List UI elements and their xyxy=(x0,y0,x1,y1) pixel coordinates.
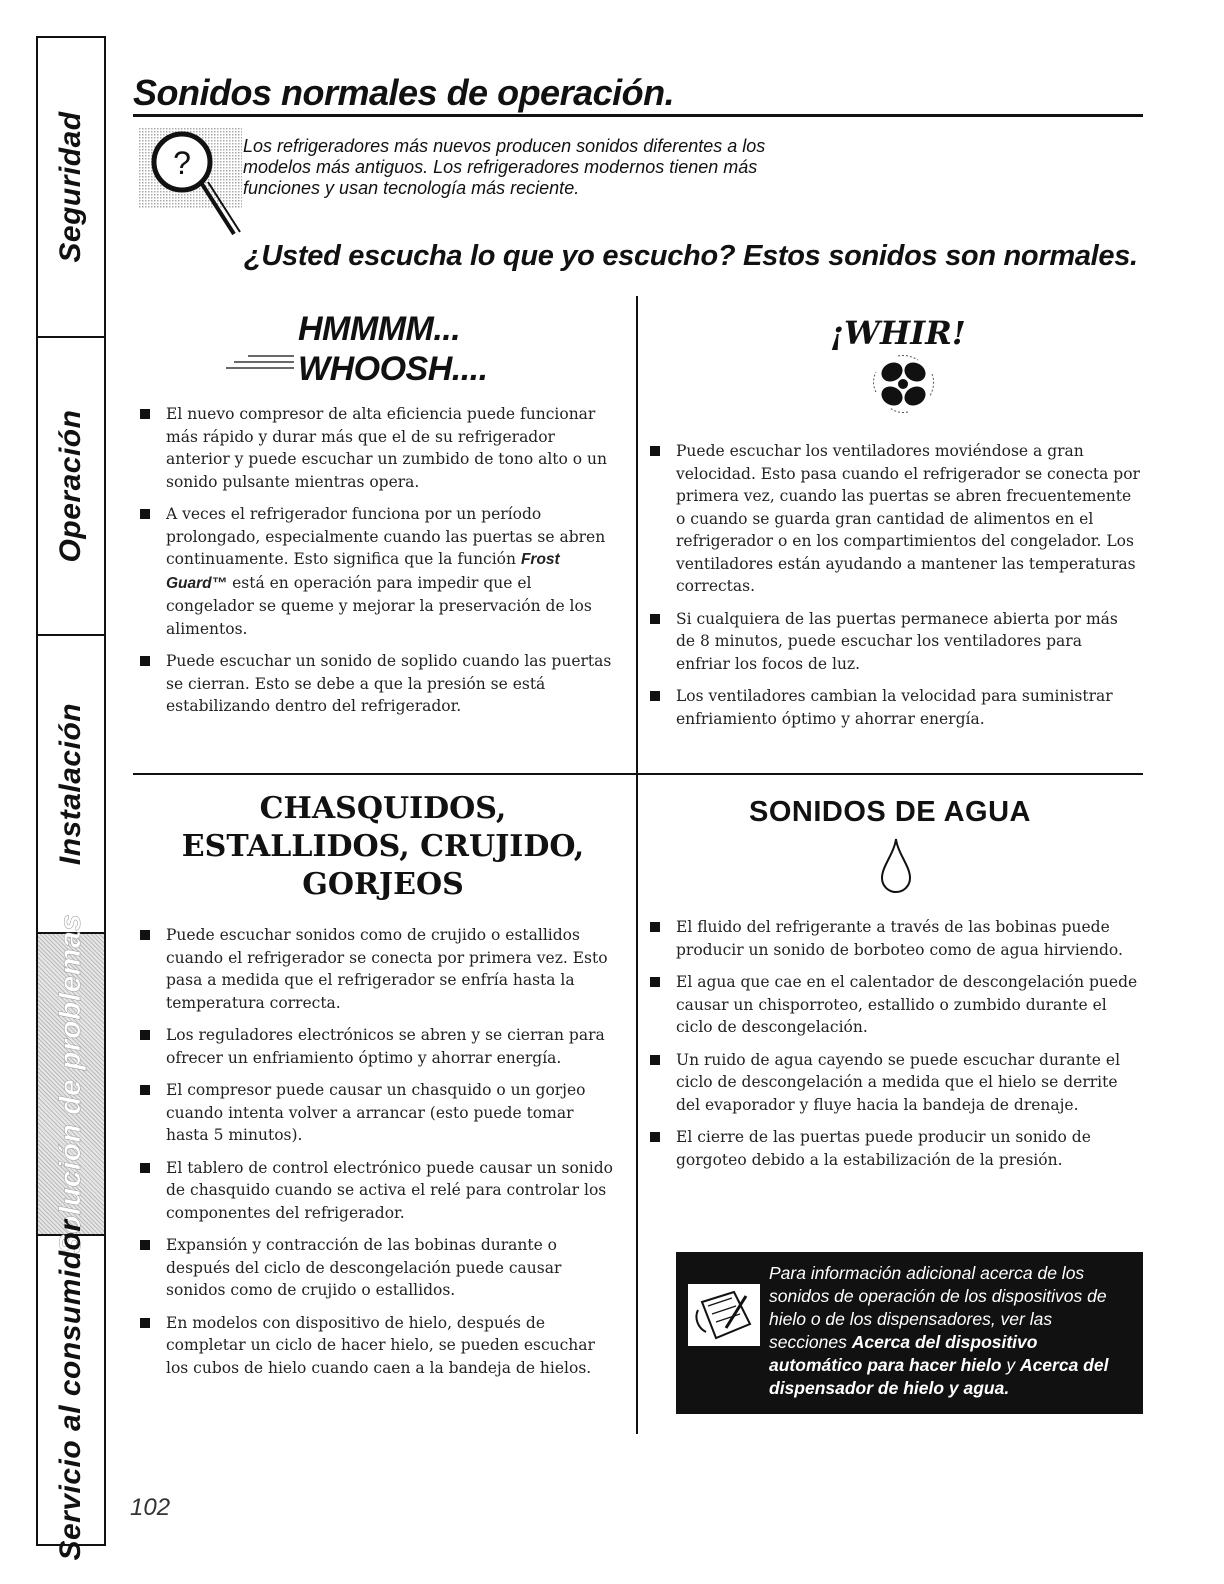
magnifier-question-icon xyxy=(136,128,246,238)
list-item: El cierre de las puertas puede producir un sonido de gorgoteo debido a la estabilización de la presión. xyxy=(650,1126,1140,1171)
tab-operacion[interactable] xyxy=(38,338,104,636)
list-item: Un ruido de agua cayendo se puede escuchar durante el ciclo de descongelación a medida que el hielo se derrite del evaporador y fluye hacia la bandeja de drenaje. xyxy=(650,1049,1140,1117)
tab-solucion-de-problemas[interactable] xyxy=(38,913,104,1255)
whoosh-lines-icon xyxy=(226,352,296,374)
notepad-icon xyxy=(688,1284,760,1346)
list-item: El fluido del refrigerante a través de las bobinas puede producir un sonido de borboteo como de agua hirviendo. xyxy=(650,916,1140,961)
list-agua xyxy=(650,916,1140,1181)
tab-instalacion[interactable] xyxy=(38,636,104,934)
heading-chasquidos xyxy=(133,790,633,904)
page-number: 102 xyxy=(130,1494,171,1521)
list-item xyxy=(140,503,620,640)
side-tabs xyxy=(36,36,106,1561)
frost-guard-term: Frost Guard™ xyxy=(166,551,560,592)
heading-whir: ¡WHIR! xyxy=(830,314,966,352)
column-divider-top xyxy=(636,296,638,774)
tab-label: Operación xyxy=(54,409,87,563)
list-item: Expansión y contracción de las bobinas durante o después del ciclo de descongelación puede causar sonidos como de crujido o estallidos. xyxy=(140,1234,620,1302)
list-item: Los reguladores electrónicos se abren y se cierran para ofrecer un enfriamiento óptimo y ahorrar energía. xyxy=(140,1024,620,1069)
info-link-icemaker[interactable]: Acerca del dispositivo automático para hacer hielo xyxy=(769,1332,1038,1375)
list-item: Los ventiladores cambian la velocidad para suministrar enfriamiento óptimo y ahorrar energía. xyxy=(650,685,1140,730)
info-text xyxy=(769,1262,1134,1400)
list-item: Puede escuchar los ventiladores moviéndose a gran velocidad. Esto pasa cuando el refrigerador se conecta por primera vez, cuando las puertas se abren frecuentemente o cuando se guarda gran cantidad de alimentos en el refrigerador o en los compartimientos del congelador. Los ventiladores están ayudando a mantener las temperaturas correctas. xyxy=(650,440,1140,598)
info-connector: y xyxy=(1006,1355,1016,1375)
heading-whoosh: WHOOSH.... xyxy=(298,350,488,388)
list-item: El compresor puede causar un chasquido o un gorjeo cuando intenta volver a arrancar (esto puede tomar hasta 5 minutos). xyxy=(140,1079,620,1147)
column-divider-bottom xyxy=(636,774,638,1434)
heading-line: GORJEOS xyxy=(302,867,464,902)
subheading: ¿Usted escucha lo que yo escucho? Estos sonidos son normales. xyxy=(244,240,1138,272)
intro-text: Los refrigeradores más nuevos producen sonidos diferentes a los modelos más antiguos. Los refrigeradores modernos tienen más funciones y usan tecnología más reciente. xyxy=(243,136,766,198)
section-divider xyxy=(133,773,1143,775)
list-item: En modelos con dispositivo de hielo, después de completar un ciclo de hacer hielo, se pueden escuchar los cubos de hielo cuando caen a la bandeja de hielos. xyxy=(140,1312,620,1380)
svg-text:?: ? xyxy=(173,145,191,181)
water-drop-icon xyxy=(876,836,916,894)
title-rule xyxy=(133,114,1143,117)
info-text-plain: Para información adicional acerca de los sonidos de operación de los dispositivos de hielo o de los dispensadores, ver las secciones xyxy=(769,1263,1107,1352)
list-hmmm xyxy=(140,403,620,728)
tab-servicio-al-consumidor[interactable] xyxy=(38,1219,104,1561)
tab-label: Seguridad xyxy=(54,111,87,263)
list-item: Puede escuchar sonidos como de crujido o estallidos cuando el refrigerador se conecta por primera vez. Esto pasa a medida que el refrigerador se enfría hasta la temperatura correcta. xyxy=(140,924,620,1014)
list-chasquidos xyxy=(140,924,620,1389)
list-item: El nuevo compresor de alta eficiencia puede funcionar más rápido y durar más que el de su refrigerador anterior y puede escuchar un zumbido de tono alto o un sonido pulsante mientras opera. xyxy=(140,403,620,493)
tab-label: Servicio al consumidor xyxy=(54,1219,87,1561)
list-whir xyxy=(650,440,1140,740)
fan-icon xyxy=(868,354,938,414)
list-item: Si cualquiera de las puertas permanece abierta por más de 8 minutos, puede escuchar los ventiladores para enfriar los focos de luz. xyxy=(650,608,1140,676)
page-title: Sonidos normales de operación. xyxy=(133,72,675,113)
heading-hmmmm: HMMMM... xyxy=(298,310,461,348)
info-box xyxy=(676,1252,1143,1414)
item-text: está en operación para impedir que el congelador se queme y mejorar la preservación de los alimentos. xyxy=(166,573,592,638)
list-item: El tablero de control electrónico puede causar un sonido de chasquido cuando se activa el relé para controlar los componentes del refrigerador. xyxy=(140,1157,620,1225)
heading-sonidos-de-agua: SONIDOS DE AGUA xyxy=(749,796,1031,828)
list-item: El agua que cae en el calentador de descongelación puede causar un chisporroteo, estallido o zumbido durante el ciclo de descongelación. xyxy=(650,971,1140,1039)
heading-line: CHASQUIDOS, xyxy=(259,791,507,826)
heading-line: ESTALLIDOS, CRUJIDO, xyxy=(181,829,585,864)
tab-label: Instalación xyxy=(54,702,87,866)
tab-label: Solución de problemas xyxy=(54,913,87,1255)
item-text: A veces el refrigerador funciona por un período prolongado, especialmente cuando las puertas se abren continuamente. Esto significa que la función xyxy=(166,505,606,568)
tab-seguridad[interactable] xyxy=(38,38,104,338)
info-link-dispenser[interactable]: Acerca del dispensador de hielo y agua. xyxy=(769,1355,1109,1398)
list-item: Puede escuchar un sonido de soplido cuando las puertas se cierran. Esto se debe a que la presión se está estabilizando dentro del refrigerador. xyxy=(140,650,620,718)
